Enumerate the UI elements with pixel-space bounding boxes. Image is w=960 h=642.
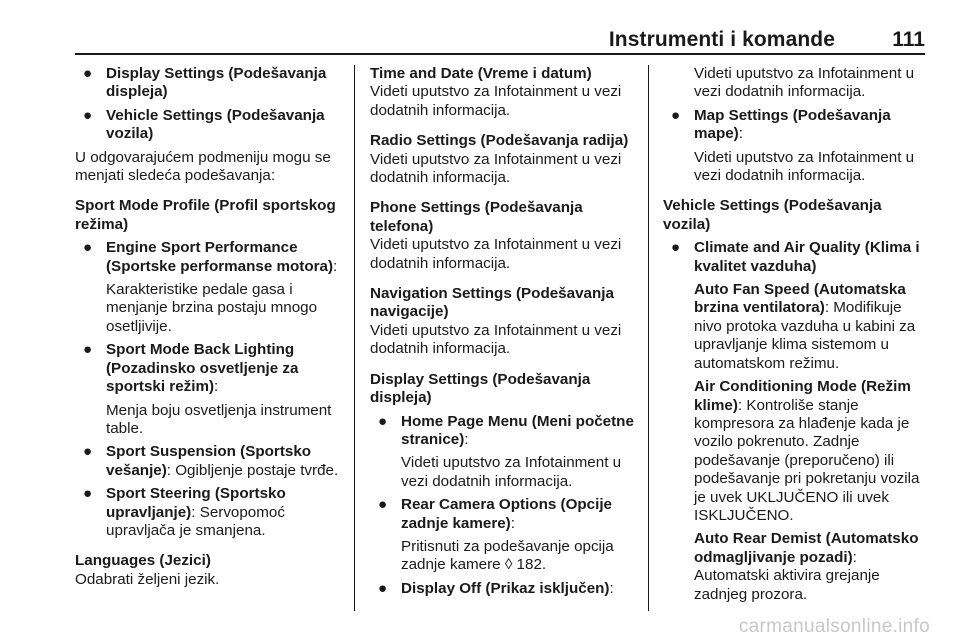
- page-header: [75, 26, 925, 56]
- header-divider: [75, 53, 925, 55]
- watermark: carmanualsonline.info: [738, 616, 930, 637]
- bullet-icon: ●: [83, 443, 93, 461]
- column-2: [370, 65, 635, 598]
- paragraph: Videti uputstvo za Infotainment u vezi dodatnih informacija.: [370, 321, 622, 358]
- section-heading: Phone Settings (Podešavanja telefona): [370, 199, 583, 235]
- sub-item: Air Conditioning Mode (Režim klime): Kontroliše stanje kompresora za hlađenje kada je vozilo pokrenuto. Zadnje podešavanje (preporučeno) ili podešavanje pri pokretanju vozila je uvek UKLJUČENO ili uvek ISKLJUČENO.: [694, 378, 920, 524]
- list-item: ● Engine Sport Performance (Sportske performanse motora): Karakteristike pedale gasa i menjanje brzina postaju mnogo osetljivije.: [83, 239, 338, 335]
- bullet-icon: ●: [83, 106, 93, 124]
- list-item: ● Display Off (Prikaz isključen):: [378, 579, 614, 597]
- intro-text: U odgovarajućem podmeniju mogu se menjati sledeća podešavanja:: [75, 148, 331, 185]
- bullet-icon: ●: [83, 239, 93, 257]
- bullet-icon: ●: [378, 579, 388, 597]
- list-item: ● Sport Mode Back Lighting (Pozadinsko osvetljenje za sportski režim): Menja boju osvetljenja instrument table.: [83, 341, 332, 437]
- bullet-icon: ●: [671, 106, 681, 124]
- page-title: Instrumenti i komande: [608, 28, 835, 51]
- section-heading: Display Settings (Podešavanja displeja): [370, 370, 591, 407]
- list-item: ● Climate and Air Quality (Klima i kvalitet vazduha) Auto Fan Speed (Automatska brzina ventilatora): Modifikuje nivo protoka vazduha u kabini za upravljanje klima sistemom u automatskom režimu. Air Conditioning Mode (Režim klime): Kontroliše stanje kompresora za hlađenje kada je vozilo pokrenuto. Zadnje podešavanje (preporučeno) ili podešavanje pri pokretanju vozila je uvek UKLJUČENO ili uvek ISKLJUČENO. Auto Rear Demist (Automatsko odmagljivanje pozadi): Automatski aktivira grejanje zadnjeg prozora.: [663, 239, 928, 604]
- section-heading: Sport Mode Profile (Profil sportskog režima): [75, 197, 336, 233]
- column-3: [663, 65, 928, 604]
- paragraph: Videti uputstvo za Infotainment u vezi dodatnih informacija.: [694, 65, 915, 101]
- list-item: ● Display Settings (Podešavanja displeja): [83, 65, 327, 101]
- list-item: ● Sport Suspension (Sportsko vešanje): Ogibljenje postaje tvrđe.: [83, 443, 339, 479]
- section-heading: Radio Settings (Podešavanja radija): [370, 132, 629, 150]
- paragraph: Videti uputstvo za Infotainment u vezi dodatnih informacija.: [370, 236, 622, 272]
- section-heading: Navigation Settings (Podešavanja navigacije): [370, 285, 614, 321]
- list-item: ● Home Page Menu (Meni početne stranice): Videti uputstvo za Infotainment u vezi dodatnih informacija.: [378, 412, 634, 490]
- sub-item: Auto Fan Speed (Automatska brzina ventilatora): Modifikuje nivo protoka vazduha u kabini za upravljanje klima sistemom u automatskom režimu.: [694, 281, 916, 372]
- section-heading: Languages (Jezici): [75, 552, 211, 570]
- column-1: [75, 65, 343, 589]
- list-item: ● Map Settings (Podešavanja mape): Videti uputstvo za Infotainment u vezi dodatnih informacija.: [671, 106, 915, 185]
- paragraph: Videti uputstvo za Infotainment u vezi dodatnih informacija.: [370, 83, 622, 119]
- paragraph: Odabrati željeni jezik.: [75, 570, 220, 588]
- paragraph: Videti uputstvo za Infotainment u vezi dodatnih informacija.: [370, 150, 622, 187]
- sub-item: Auto Rear Demist (Automatsko odmagljivanje pozadi): Automatski aktivira grejanje zadnjeg prozora.: [694, 530, 919, 603]
- column-divider-1: [354, 65, 355, 611]
- bullet-icon: ●: [83, 65, 93, 82]
- list-item: ● Rear Camera Options (Opcije zadnje kamere): Pritisnuti za podešavanje opcija zadnje kamere ◊ 182.: [378, 496, 614, 574]
- list-item: ● Sport Steering (Sportsko upravljanje): Servopomoć upravljača je smanjena.: [83, 485, 286, 539]
- section-heading: Vehicle Settings (Podešavanja vozila): [663, 197, 882, 233]
- bullet-icon: ●: [378, 412, 388, 430]
- bullet-icon: ●: [83, 485, 93, 503]
- bullet-icon: ●: [83, 341, 93, 359]
- section-heading: Time and Date (Vreme i datum): [370, 65, 592, 82]
- bullet-icon: ●: [671, 239, 681, 257]
- list-item: ● Vehicle Settings (Podešavanja vozila): [83, 106, 325, 143]
- page-number: 111: [892, 28, 925, 51]
- column-divider-2: [648, 65, 649, 611]
- bullet-icon: ●: [378, 496, 388, 514]
